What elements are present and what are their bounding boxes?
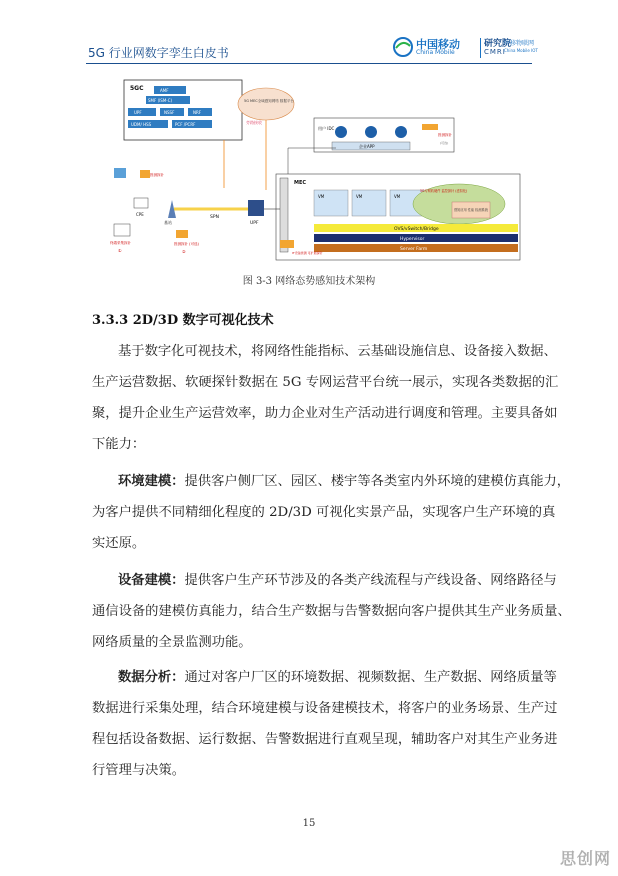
circle-1-label: ①	[118, 248, 122, 253]
dial-probe-icon	[140, 170, 150, 178]
idc-node-icon	[365, 126, 377, 138]
smf-label: SMF (ISM-C)	[148, 98, 173, 103]
paragraph-lead: 数据分析：	[118, 670, 185, 685]
paragraph-line: 通信设备的建模仿真能力，结合生产数据与告警数据向客户提供其生产业务质量、	[92, 604, 571, 619]
paragraph-data-analysis	[92, 662, 558, 786]
nssf-label: NSSF	[164, 110, 175, 115]
vm-label-2: VM	[356, 194, 363, 199]
figure-caption: 图 3-3 网络态势感知技术架构	[242, 276, 376, 287]
vm-label-1: VM	[318, 194, 325, 199]
logo-group	[392, 34, 538, 62]
server-farm-label: Server Farm	[400, 247, 428, 252]
paragraph-lead: 环境建模：	[118, 474, 185, 489]
collector-icon	[422, 124, 438, 130]
hw-probe-icon	[114, 224, 130, 236]
paragraph-line: 生产运营数据、软硬探针数据在 5G 专网运营平台统一展示，实现各类数据的汇	[92, 375, 559, 390]
collector-label: 拨测探针	[438, 133, 452, 137]
paragraph-line: 网络质量的全景监测功能。	[92, 635, 252, 650]
paragraph-line: 下能力：	[92, 437, 146, 452]
paragraph-lead: 设备建模：	[118, 573, 185, 588]
section-heading: 3.3.3 2D/3D 数字可视化技术	[92, 313, 274, 328]
hw-probe-label: 终端采集探针	[110, 241, 131, 245]
upf-core-label: UPF	[134, 110, 142, 115]
paragraph-line: 聚，提升企业生产运营效率，助力企业对生产活动进行调度和管理。主要具备如	[92, 406, 558, 421]
hypervisor-label: Hypervisor	[400, 237, 425, 242]
header-rule	[86, 63, 532, 64]
mec-platform-label: 5G MEC全域感知网络 数据平台	[244, 99, 294, 103]
paragraph-env-modeling	[92, 466, 571, 559]
collector-sub-label: (可选)	[440, 141, 449, 145]
china-mobile-logo-icon	[392, 36, 414, 58]
paragraph-line: 基于数字化可视技术，将网络性能指标、云基础设施信息、设备接入数据、	[118, 344, 557, 359]
ovs-label: OVS/vSwitch/Bridge	[394, 227, 439, 232]
terminal-icon	[114, 168, 126, 178]
idc-node-icon	[335, 126, 347, 138]
dial-probe-label: 拨测探针	[150, 173, 164, 177]
mec-label: MEC	[294, 180, 307, 186]
vm-label-3: VM	[394, 194, 401, 199]
cpe-label: CPE	[136, 212, 144, 217]
paragraph-line: 程包括设备数据、运行数据、告警数据进行直观呈现，辅助客户对其生产业务进	[92, 732, 558, 747]
watermark: 思创网	[560, 849, 612, 868]
paragraph-device-modeling	[92, 565, 571, 658]
amf-box	[154, 86, 186, 94]
user-idc-label: 用户 IDC	[318, 126, 335, 131]
pcf-label: PCF /PCRF	[175, 122, 196, 127]
paragraph-line: 通过对客户厂区的环境数据、视频数据、生产数据、网络质量等	[184, 670, 557, 685]
cpe-icon	[134, 198, 148, 208]
core-label: 5GC	[130, 85, 144, 92]
architecture-diagram	[104, 78, 524, 262]
paragraph-line: 数据进行采集处理，结合环境建模与设备建模技术，将客户的业务场景、生产过	[92, 701, 558, 716]
hw-probe-note-label: IT设备拨测 可扩展探针	[292, 251, 323, 255]
enterprise-app-label: 企业APP	[359, 144, 375, 149]
udm-label: UDM/ HSS	[131, 122, 152, 127]
page-number: 15	[302, 818, 316, 829]
bypass-label: 旁路接收	[246, 120, 262, 125]
circle-2-label: ②	[182, 249, 186, 254]
paragraph-line: 实还原。	[92, 536, 146, 551]
institute-cn: 研究院	[484, 39, 512, 49]
iot-en: China Mobile IOT	[504, 48, 538, 53]
iot-cn: 中移物联网	[504, 40, 535, 47]
dsp-app-label: 感知应用 性能 检测系统	[454, 208, 488, 212]
header-title: 5G 行业网数字孪生白皮书	[88, 46, 229, 60]
logo-cn: 中国移动	[416, 38, 460, 51]
it-probe-icon	[280, 240, 294, 248]
upf-node-label: UPF	[250, 221, 259, 226]
mec-note-label: 5G专网软硬件 监控探针 (虚拟化)	[420, 189, 468, 193]
logo-en: China Mobile	[416, 49, 455, 56]
paragraph-intro	[92, 336, 559, 460]
upf-node-icon	[248, 200, 264, 216]
amf-label: AMF	[160, 88, 169, 93]
paragraph-line: 提供客户生产环节涉及的各类产线流程与产线设备、网络路径与	[184, 573, 557, 588]
paragraph-line: 行管理与决策。	[92, 763, 186, 778]
paragraph-line: 提供客户侧厂区、园区、楼宇等各类室内外环境的建模仿真能力，	[184, 474, 571, 489]
spn-label: SPN	[210, 215, 219, 220]
nrf-label: NRF	[193, 110, 202, 115]
dial-probe-note-label: 拨测探针 (可选)	[174, 242, 199, 246]
paragraph-line: 为客户提供不同精细化程度的 2D/3D 可视化实景产品，实现客户生产环境的真	[92, 505, 556, 520]
idc-node-icon	[395, 126, 407, 138]
mec-platform-ellipse	[238, 88, 294, 120]
institute-en: CMRI	[484, 48, 506, 56]
logo-separator	[480, 38, 481, 58]
base-station-label: 基站	[164, 220, 172, 225]
dial-probe-optional-icon	[176, 230, 188, 238]
upf-core-box	[128, 108, 156, 116]
